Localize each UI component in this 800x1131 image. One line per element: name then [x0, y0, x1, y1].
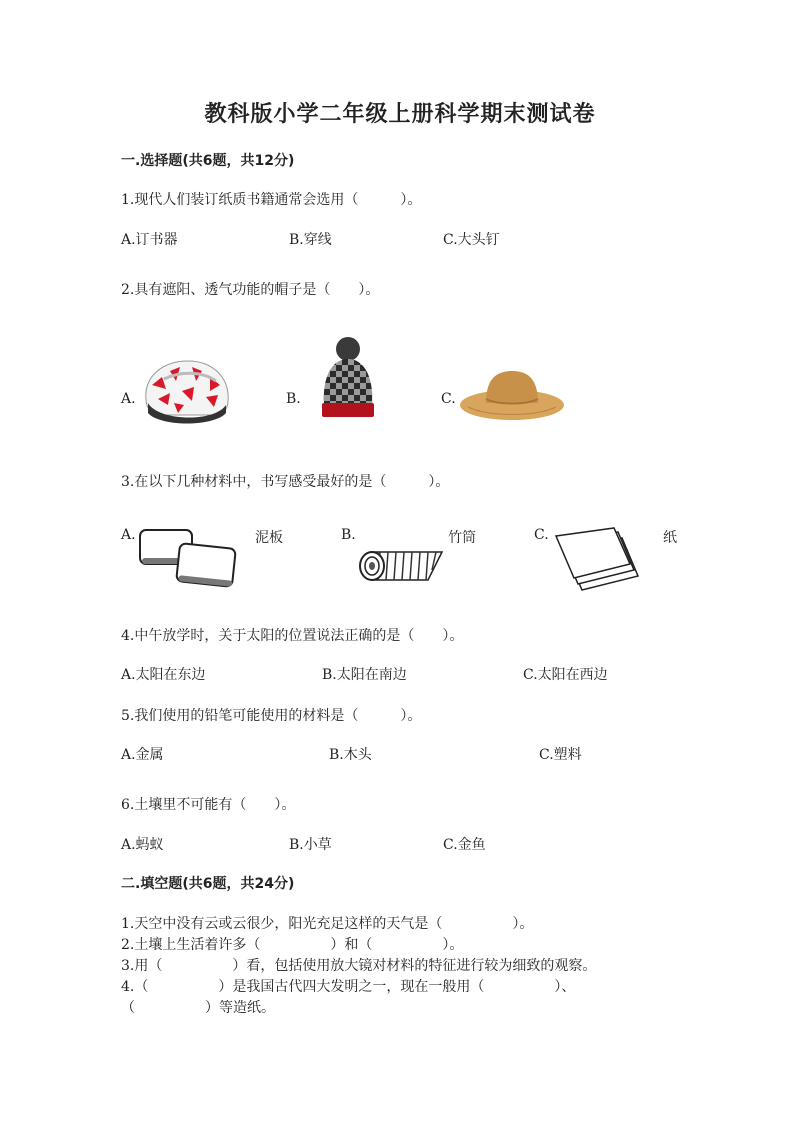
page-title: 教科版小学二年级上册科学期末测试卷 — [204, 101, 596, 127]
fill-line-2: 2.土壤上生活着许多（ ）和（ ）。 — [121, 937, 464, 953]
straw-hat-icon — [458, 365, 566, 423]
q6-option-b: B.小草 — [289, 837, 332, 853]
question-6: 6.土壤里不可能有（ ）。 — [121, 797, 296, 813]
q2-option-a: A. — [121, 391, 136, 407]
q4-option-c: C.太阳在西边 — [523, 667, 608, 683]
question-2: 2.具有遮阳、透气功能的帽子是（ ）。 — [121, 282, 380, 298]
section-heading-fill: 二.填空题(共6题，共24分) — [121, 876, 295, 892]
question-1: 1.现代人们装订纸质书籍通常会选用（ ）。 — [121, 192, 422, 208]
fill-line-1: 1.天空中没有云或云很少，阳光充足这样的天气是（ ）。 — [121, 916, 534, 932]
q1-option-b: B.穿线 — [289, 232, 332, 248]
q3-option-a: A. — [121, 527, 136, 543]
q1-option-c: C.大头钉 — [443, 232, 500, 248]
q3-caption-c: 纸 — [663, 530, 677, 546]
knit-beanie-icon — [318, 335, 376, 421]
q3-caption-a: 泥板 — [255, 530, 283, 546]
question-3: 3.在以下几种材料中，书写感受最好的是（ ）。 — [121, 474, 450, 490]
clay-tablets-icon — [138, 528, 240, 590]
q5-option-b: B.木头 — [329, 747, 372, 763]
fill-line-4: 4.（ ）是我国古代四大发明之一，现在一般用（ ）、 — [121, 979, 576, 995]
q5-option-c: C.塑料 — [539, 747, 582, 763]
fill-line-3: 3.用（ ）看，包括使用放大镜对材料的特征进行较为细致的观察。 — [121, 958, 597, 974]
q1-option-a: A.订书器 — [121, 232, 178, 248]
q2-option-c: C. — [441, 391, 456, 407]
question-4: 4.中午放学时，关于太阳的位置说法正确的是（ ）。 — [121, 628, 464, 644]
q2-option-b: B. — [286, 391, 301, 407]
section-heading-choice: 一.选择题(共6题，共12分) — [121, 153, 295, 169]
q3-option-c: C. — [534, 527, 549, 543]
q6-option-a: A.蚂蚁 — [121, 837, 164, 853]
q6-option-c: C.金鱼 — [443, 837, 486, 853]
q3-caption-b: 竹筒 — [448, 530, 476, 546]
bike-helmet-icon — [140, 355, 235, 427]
q4-option-b: B.太阳在南边 — [322, 667, 407, 683]
paper-sheets-icon — [552, 528, 642, 594]
fill-line-5: （ ）等造纸。 — [121, 1000, 275, 1016]
question-5: 5.我们使用的铅笔可能使用的材料是（ ）。 — [121, 708, 422, 724]
q3-option-b: B. — [341, 527, 356, 543]
q4-option-a: A.太阳在东边 — [121, 667, 206, 683]
q5-option-a: A.金属 — [121, 747, 164, 763]
bamboo-slips-icon — [358, 548, 446, 584]
